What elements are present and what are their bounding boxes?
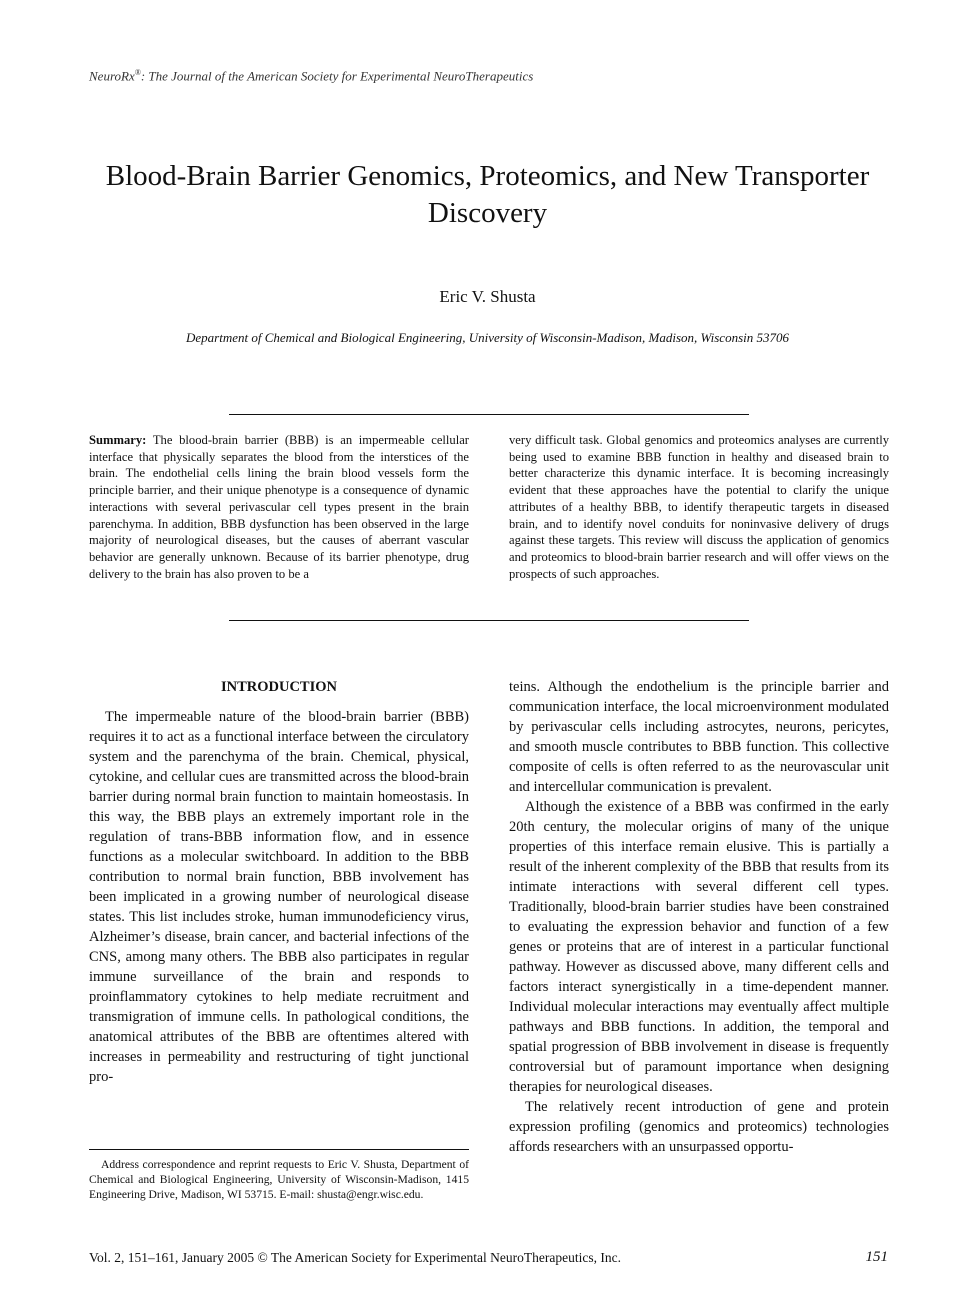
summary-text-right: very difficult task. Global genomics and proteomics analyses are currently being used to examine BBB function in healthy and diseased brain to better characterize this dynamic interface. It is becoming increasingly evident that these approaches have the potential to clarify the unique attributes of a healthy BBB, to identify therapeutic targets in diseased brain, and to identify novel conduits for noninvasive delivery of drugs against these targets. This review will discuss the application of genomics and proteomics to blood-brain barrier research and will offer views on the prospects of such approaches. bbox=[509, 433, 889, 581]
correspondence-footnote: Address correspondence and reprint requests to Eric V. Shusta, Department of Chemical and Biological Engineering, University of Wisconsin-Madison, 1415 Engineering Drive, Madison, WI 53715. E-mail: shusta@engr.wisc.edu. bbox=[89, 1158, 469, 1201]
section-heading-introduction: INTRODUCTION bbox=[220, 679, 337, 695]
body-right-column bbox=[509, 677, 889, 1157]
body-paragraph-continuation: teins. Although the endothelium is the principle barrier and communication interface, the local microenvironment modulated by perivascular cells including astrocytes, neurons, pericytes, and smooth muscle contributes to BBB function. This collective composite of cells is often referred to as the neurovascular unit and intercellular communication is prevalent. bbox=[509, 679, 889, 795]
body-paragraph: The impermeable nature of the blood-brain barrier (BBB) requires it to act as a functional interface between the circulatory system and the parenchyma of the brain. Chemical, physical, cytokine, and cellular cues are transmitted across the blood-brain barrier during normal brain function to maintain homeostasis. In this way, the BBB plays an extremely important role in the regulation of trans-BBB information flow, and in essence functions as a molecular switchboard. In addition to the BBB contribution to normal brain function, BBB involvement has been implicated in a growing number of neurological disease states. This list includes stroke, human immunodeficiency virus, Alzheimer’s disease, brain cancer, and bacterial infections of the CNS, among many others. The BBB also participates in regular immune surveillance of the brain and responds to proinflammatory cytokines to help mediate recruitment and transmigration of immune cells. In pathological conditions, the anatomical attributes of the BBB are oftentimes altered with increases in permeability and restructuring of tight junctional pro- bbox=[89, 709, 469, 1085]
author-affiliation: Department of Chemical and Biological Engineering, University of Wisconsin-Madison, Madison, Wisconsin 53706 bbox=[186, 330, 789, 345]
body-left-column bbox=[89, 677, 469, 1087]
page-number: 151 bbox=[865, 1249, 888, 1265]
article-author: Eric V. Shusta bbox=[439, 287, 536, 306]
journal-header bbox=[89, 68, 533, 84]
summary-text-left: The blood-brain barrier (BBB) is an impermeable cellular interface that physically separates the blood from the interstices of the brain. The endothelial cells lining the brain blood vessels form the principle barrier, and their unique phenotype is a consequence of dynamic interactions with several perivascular cell types present in the brain parenchyma. In addition, BBB dysfunction has been observed in the large majority of neurological diseases, but the causes of aberrant vascular behavior are generally unknown. Because of its barrier phenotype, drug delivery to the brain has also proven to be a bbox=[89, 433, 469, 581]
registered-mark: ® bbox=[134, 68, 141, 77]
journal-name: NeuroRx bbox=[89, 68, 135, 84]
summary-bottom-rule bbox=[229, 620, 749, 621]
article-title: Blood-Brain Barrier Genomics, Proteomics, and New Transporter Discovery bbox=[105, 160, 870, 229]
body-paragraph: Although the existence of a BBB was confirmed in the early 20th century, the molecular origins of many of the unique properties of this interface remain elusive. This is partially a result of the inherent complexity of the BBB that results from its intimate interactions with several different cell types. Traditionally, blood-brain barrier studies have been constrained to evaluating the expression behavior and function of a few genes or proteins that are of interest in a particular functional pathway. However as discussed above, many different cells and factors interact synergistically in a time-dependent manner. Individual molecular interactions may eventually affect multiple pathways and BBB functions. In addition, the temporal and spatial progression of BBB involvement in disease is frequently controversial but of paramount importance when designing therapies for neurological diseases. bbox=[509, 799, 889, 1095]
citation-footer: Vol. 2, 151–161, January 2005 © The American Society for Experimental NeuroTherapeutics, Inc. bbox=[89, 1250, 621, 1265]
summary-right-column bbox=[509, 432, 889, 582]
summary-top-rule bbox=[229, 414, 749, 415]
journal-subtitle: : The Journal of the American Society for Experimental NeuroTherapeutics bbox=[140, 68, 534, 84]
footnote-rule bbox=[89, 1149, 469, 1150]
summary-left-column bbox=[89, 432, 469, 582]
summary-label: Summary: bbox=[89, 433, 147, 447]
body-paragraph: The relatively recent introduction of gene and protein expression profiling (genomics and proteomics) technologies affords researchers with an unsurpassed opportu- bbox=[509, 1099, 889, 1155]
